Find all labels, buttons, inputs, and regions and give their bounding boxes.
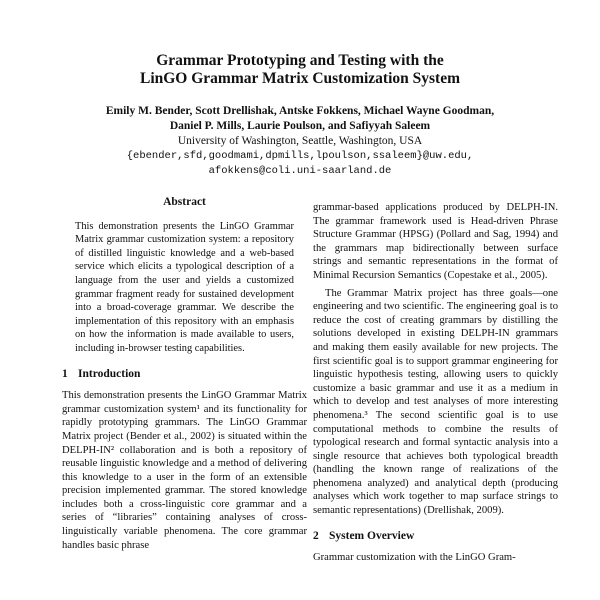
title-line-2: LinGO Grammar Matrix Customization System: [139, 70, 460, 87]
email-line-1: {ebender,sfd,goodmami,dpmills,lpoulson,ssaleem}@uw.edu,: [126, 150, 474, 162]
section-heading-introduction: [62, 368, 307, 382]
section-title: System Overview: [329, 529, 415, 542]
left-column: [62, 196, 307, 552]
abstract-text: This demonstration presents the LinGO Grammar Matrix grammar customization system: a repository of distilled linguistic knowledge and a web-based service which elicits a typological description of a language from the user and yields a customized grammar fragment ready for sustained development into a broad-coverage grammar. We describe the implementation of this repository with an emphasis on how the information is made available to users, including in-browser testing capabilities.: [75, 220, 294, 354]
system-overview-text: Grammar customization with the LinGO Gram-: [313, 552, 516, 564]
author-list: [0, 104, 600, 134]
right-column: [313, 201, 558, 565]
section-heading-system-overview: [313, 530, 558, 544]
author-emails: [0, 149, 600, 179]
section-number: 2: [313, 529, 319, 542]
body-paragraph-1: grammar-based applications produced by DELPH-IN. The grammar framework used is Head-driven Phrase Structure Grammar (HPSG) (Pollard and Sag, 1994) and the grammars map bidirectionally between surface strings and semantic representations in the format of Minimal Recursion Semantics (Copestake et al., 2005).: [313, 202, 558, 281]
email-line-2: afokkens@coli.uni-saarland.de: [208, 165, 392, 177]
body-paragraph-2: The Grammar Matrix project has three goals—one engineering and two scientific. The engineering goal is to reduce the cost of creating grammars by distilling the solutions developed in existing DELPH-IN grammars and making them easily available for new projects. The first scientific goal is to support grammar engineering for linguistic hypothesis testing, allowing users to quickly customize a basic grammar and use it as a medium in which to develop and test analyses of more interesting phenomena.³ The second scientific goal is to use computational methods to combine the results of typological research and formal syntactic analysis into a single resource that achieves both typological breadth (handling the known range of realizations of the phenomena analyzed) and analytical depth (producing analyses which work together to map surface strings to semantic representations) (Drellishak, 2009).: [313, 287, 558, 517]
section-number: 1: [62, 367, 68, 380]
authors-line-1: Emily M. Bender, Scott Drellishak, Antske Fokkens, Michael Wayne Goodman,: [105, 105, 495, 117]
introduction-text: This demonstration presents the LinGO Grammar Matrix grammar customization system¹ and its functionality for rapidly prototyping grammars. The LinGO Grammar Matrix project (Bender et al., 2002) is situated within the DELPH-IN² collaboration and is both a repository of reusable linguistic knowledge and a method of delivering this knowledge to a user in the form of an extensible precision implemented grammar. The stored knowledge includes both a cross-linguistic core grammar and a series of “libraries” containing analyses of cross-linguistically variable phenomena. The core grammar handles basic phrase: [62, 390, 307, 551]
section-title: Introduction: [78, 367, 141, 380]
title-line-1: Grammar Prototyping and Testing with the: [156, 52, 444, 69]
authors-line-2: Daniel P. Mills, Laurie Poulson, and Safiyyah Saleem: [169, 120, 431, 132]
abstract-heading: Abstract: [163, 196, 206, 208]
paper-title: [0, 52, 600, 88]
affiliation: University of Washington, Seattle, Washington, USA: [177, 135, 423, 147]
